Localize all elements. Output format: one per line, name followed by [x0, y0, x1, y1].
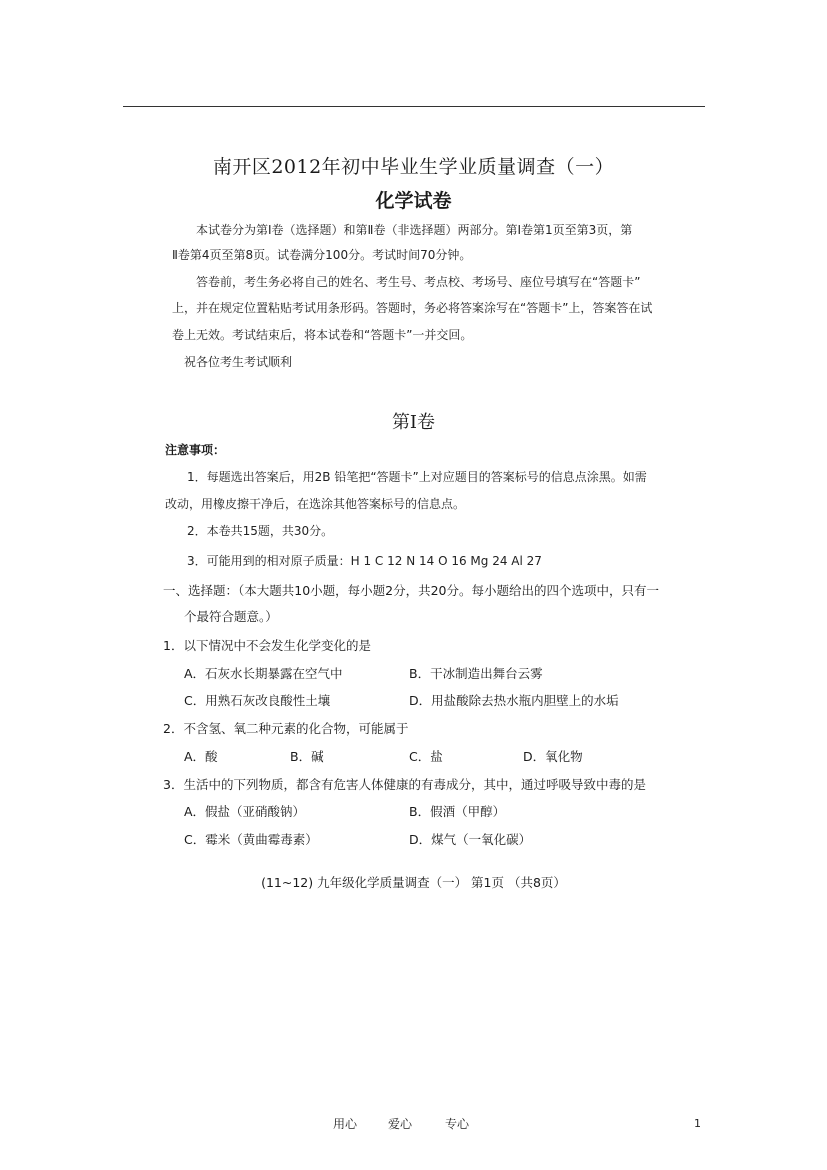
part-1-heading-line-1: 一、选择题：（本大题共10小题，每小题2分，共20分。每小题给出的四个选项中，只有一 — [163, 583, 660, 598]
note-3: 3．可能用到的相对原子质量：H 1 C 12 N 14 O 16 Mg 24 Al 27 — [187, 554, 542, 568]
footer-motto-2: 爱心 — [388, 1117, 413, 1131]
part-1-heading-line-2: 个最符合题意。） — [184, 609, 278, 624]
question-2-option-b: B．碱 — [290, 749, 324, 764]
intro-line-2: Ⅱ卷第4页至第8页。试卷满分100分。考试时间70分钟。 — [172, 248, 472, 262]
question-1-option-a: A．石灰水长期暴露在空气中 — [184, 666, 343, 681]
note-1-line-2: 改动，用橡皮擦干净后，在选涂其他答案标号的信息点。 — [165, 497, 466, 511]
intro-line-3: 答卷前，考生务必将自己的姓名、考生号、考点校、考场号、座位号填写在“答题卡” — [196, 275, 641, 289]
question-3-option-c: C．霉米（黄曲霉毒素） — [184, 832, 318, 847]
question-1-option-c: C．用熟石灰改良酸性土壤 — [184, 693, 331, 708]
question-3-stem: 3．生活中的下列物质，都含有危害人体健康的有毒成分，其中，通过呼吸导致中毒的是 — [163, 777, 646, 792]
question-2-option-a: A．酸 — [184, 749, 218, 764]
section-title: 第Ⅰ卷 — [391, 412, 436, 433]
exam-subtitle: 化学试卷 — [375, 190, 452, 212]
exam-title: 南开区2012年初中毕业生学业质量调查（一） — [212, 156, 615, 178]
footer-motto-3: 专心 — [445, 1117, 470, 1131]
note-1-line-1: 1．每题选出答案后，用2B 铅笔把“答题卡”上对应题目的答案标号的信息点涂黑。如需 — [187, 470, 647, 484]
question-2-option-d: D．氧化物 — [523, 749, 583, 764]
intro-line-4: 上，并在规定位置粘贴考试用条形码。答题时，务必将答案涂写在“答题卡”上，答案答在试 — [172, 301, 653, 315]
question-2-option-c: C．盐 — [409, 749, 443, 764]
question-3-option-a: A．假盐（亚硝酸钠） — [184, 804, 306, 819]
notes-heading: 注意事项： — [165, 443, 226, 457]
question-1-option-b: B．干冰制造出舞台云雾 — [409, 666, 543, 681]
question-2-stem: 2．不含氢、氧二种元素的化合物，可能属于 — [163, 721, 409, 736]
question-3-option-d: D．煤气（一氧化碳） — [409, 832, 532, 847]
question-3-option-b: B．假酒（甲醇） — [409, 804, 506, 819]
intro-line-5: 卷上无效。考试结束后，将本试卷和“答题卡”一并交回。 — [172, 328, 473, 342]
intro-line-1: 本试卷分为第Ⅰ卷（选择题）和第Ⅱ卷（非选择题）两部分。第Ⅰ卷第1页至第3页，第 — [196, 223, 633, 237]
header-rule — [123, 106, 705, 107]
intro-blessing: 祝各位考生考试顺利 — [184, 355, 293, 369]
note-2: 2．本卷共15题，共30分。 — [187, 524, 334, 538]
footer-motto-1: 用心 — [333, 1117, 358, 1131]
exam-page-footer: (11~12) 九年级化学质量调查（一） 第1页 （共8页） — [261, 875, 566, 890]
question-1-option-d: D．用盐酸除去热水瓶内胆壁上的水垢 — [409, 693, 619, 708]
question-1-stem: 1．以下情况中不会发生化学变化的是 — [163, 638, 371, 653]
page-number: 1 — [694, 1117, 701, 1130]
